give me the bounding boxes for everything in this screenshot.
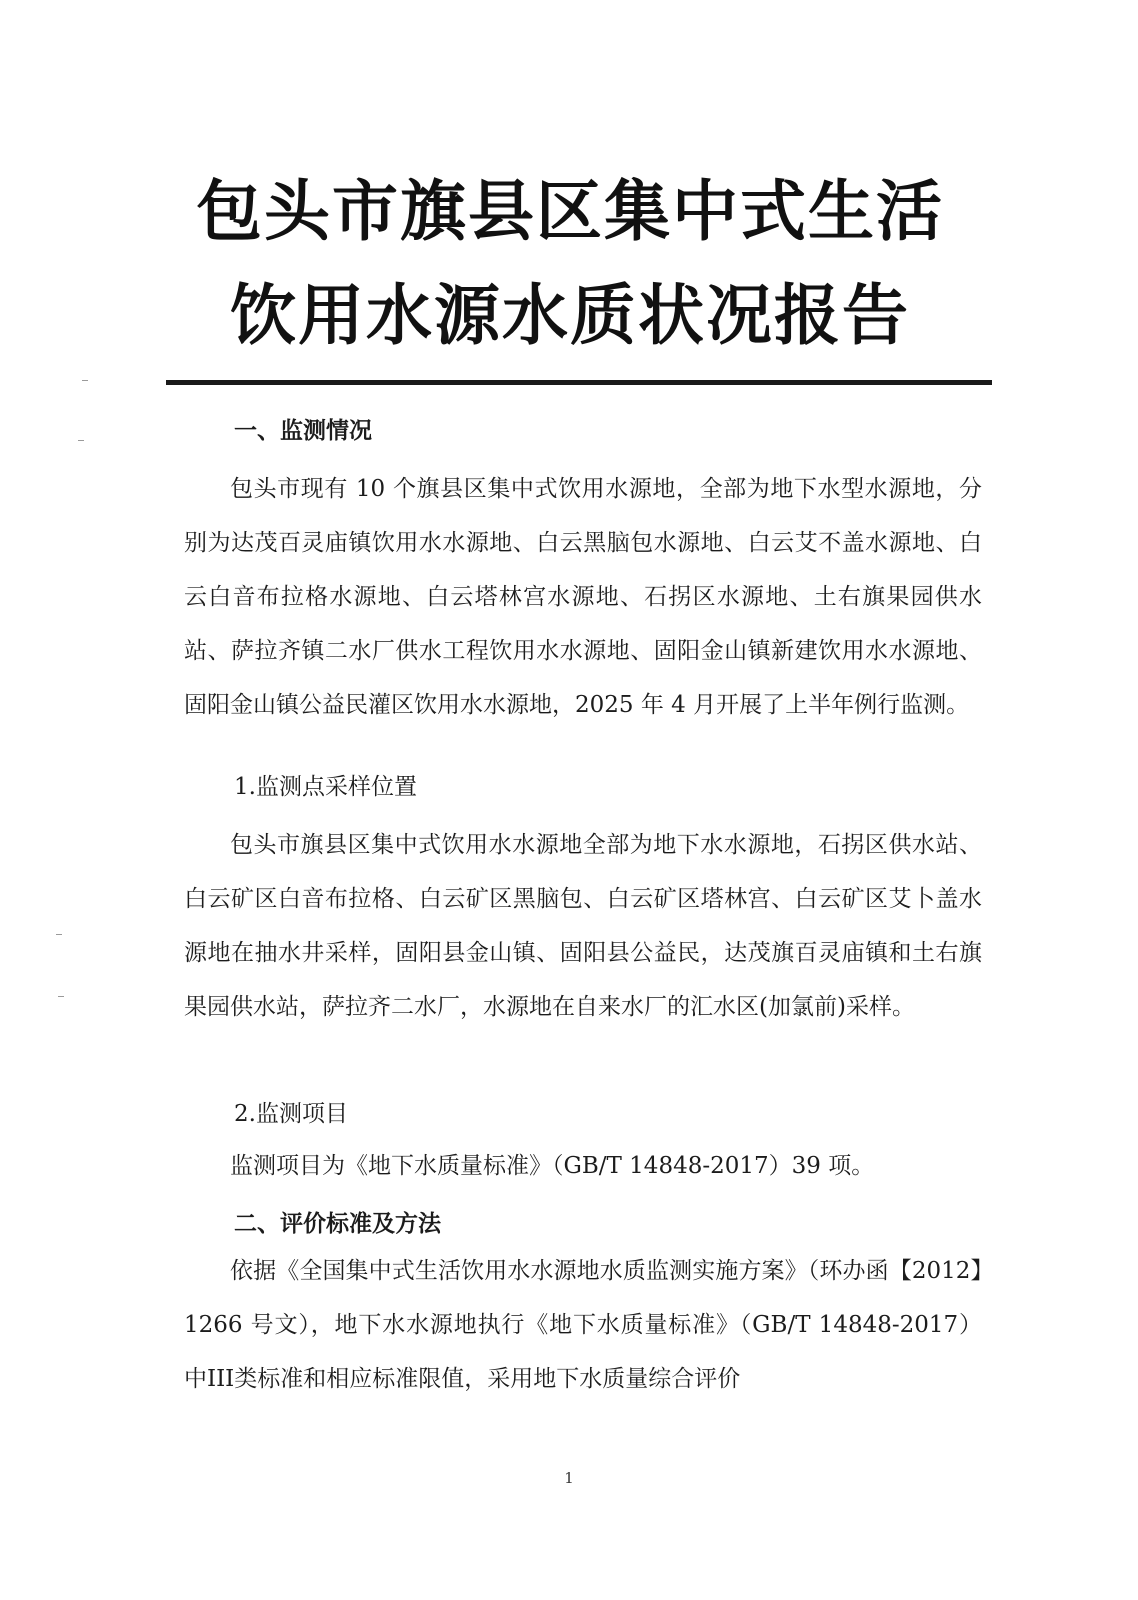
monitoring-items-paragraph: 监测项目为《地下水质量标准》（GB/T 14848-2017）39 项。 (230, 1153, 875, 1179)
page-number: 1 (564, 1469, 574, 1487)
subheading-sampling-location: 1.监测点采样位置 (234, 774, 417, 800)
report-title-line-1: 包头市旗县区集中式生活 (196, 173, 944, 250)
scan-speck (58, 996, 64, 997)
report-title-line-2: 饮用水源水质状况报告 (230, 277, 910, 354)
scan-speck (56, 934, 62, 935)
scan-speck (78, 440, 84, 441)
subheading-monitoring-items: 2.监测项目 (234, 1101, 348, 1127)
monitoring-intro-paragraph: 包头市现有 10 个旗县区集中式饮用水源地，全部为地下水型水源地，分别为达茂百灵庙镇饮用水水源地、白云黑脑包水源地、白云艾不盖水源地、白云白音布拉格水源地、白云塔林宫水源地、石拐区水源地、土右旗果园供水站、萨拉齐镇二水厂供水工程饮用水水源地、固阳金山镇新建饮用水水源地、固阳金山镇公益民灌区饮用水水源地，2025 年 4 月开展了上半年例行监测。 (184, 476, 982, 718)
section-heading-evaluation: 二、评价标准及方法 (234, 1211, 441, 1237)
evaluation-standard-paragraph: 依据《全国集中式生活饮用水水源地水质监测实施方案》（环办函【2012】1266 号文），地下水水源地执行《地下水质量标准》（GB/T 14848-2017）中III类标准和相应标准限值，采用地下水质量综合评价 (184, 1258, 982, 1392)
scan-speck (82, 380, 88, 381)
section-heading-monitoring: 一、监测情况 (234, 418, 372, 444)
sampling-location-paragraph: 包头市旗县区集中式饮用水水源地全部为地下水水源地，石拐区供水站、白云矿区白音布拉格、白云矿区黑脑包、白云矿区塔林宫、白云矿区艾卜盖水源地在抽水井采样，固阳县金山镇、固阳县公益民，达茂旗百灵庙镇和土右旗果园供水站，萨拉齐二水厂，水源地在自来水厂的汇水区(加氯前)采样。 (184, 832, 982, 1020)
title-divider-rule (166, 380, 992, 385)
